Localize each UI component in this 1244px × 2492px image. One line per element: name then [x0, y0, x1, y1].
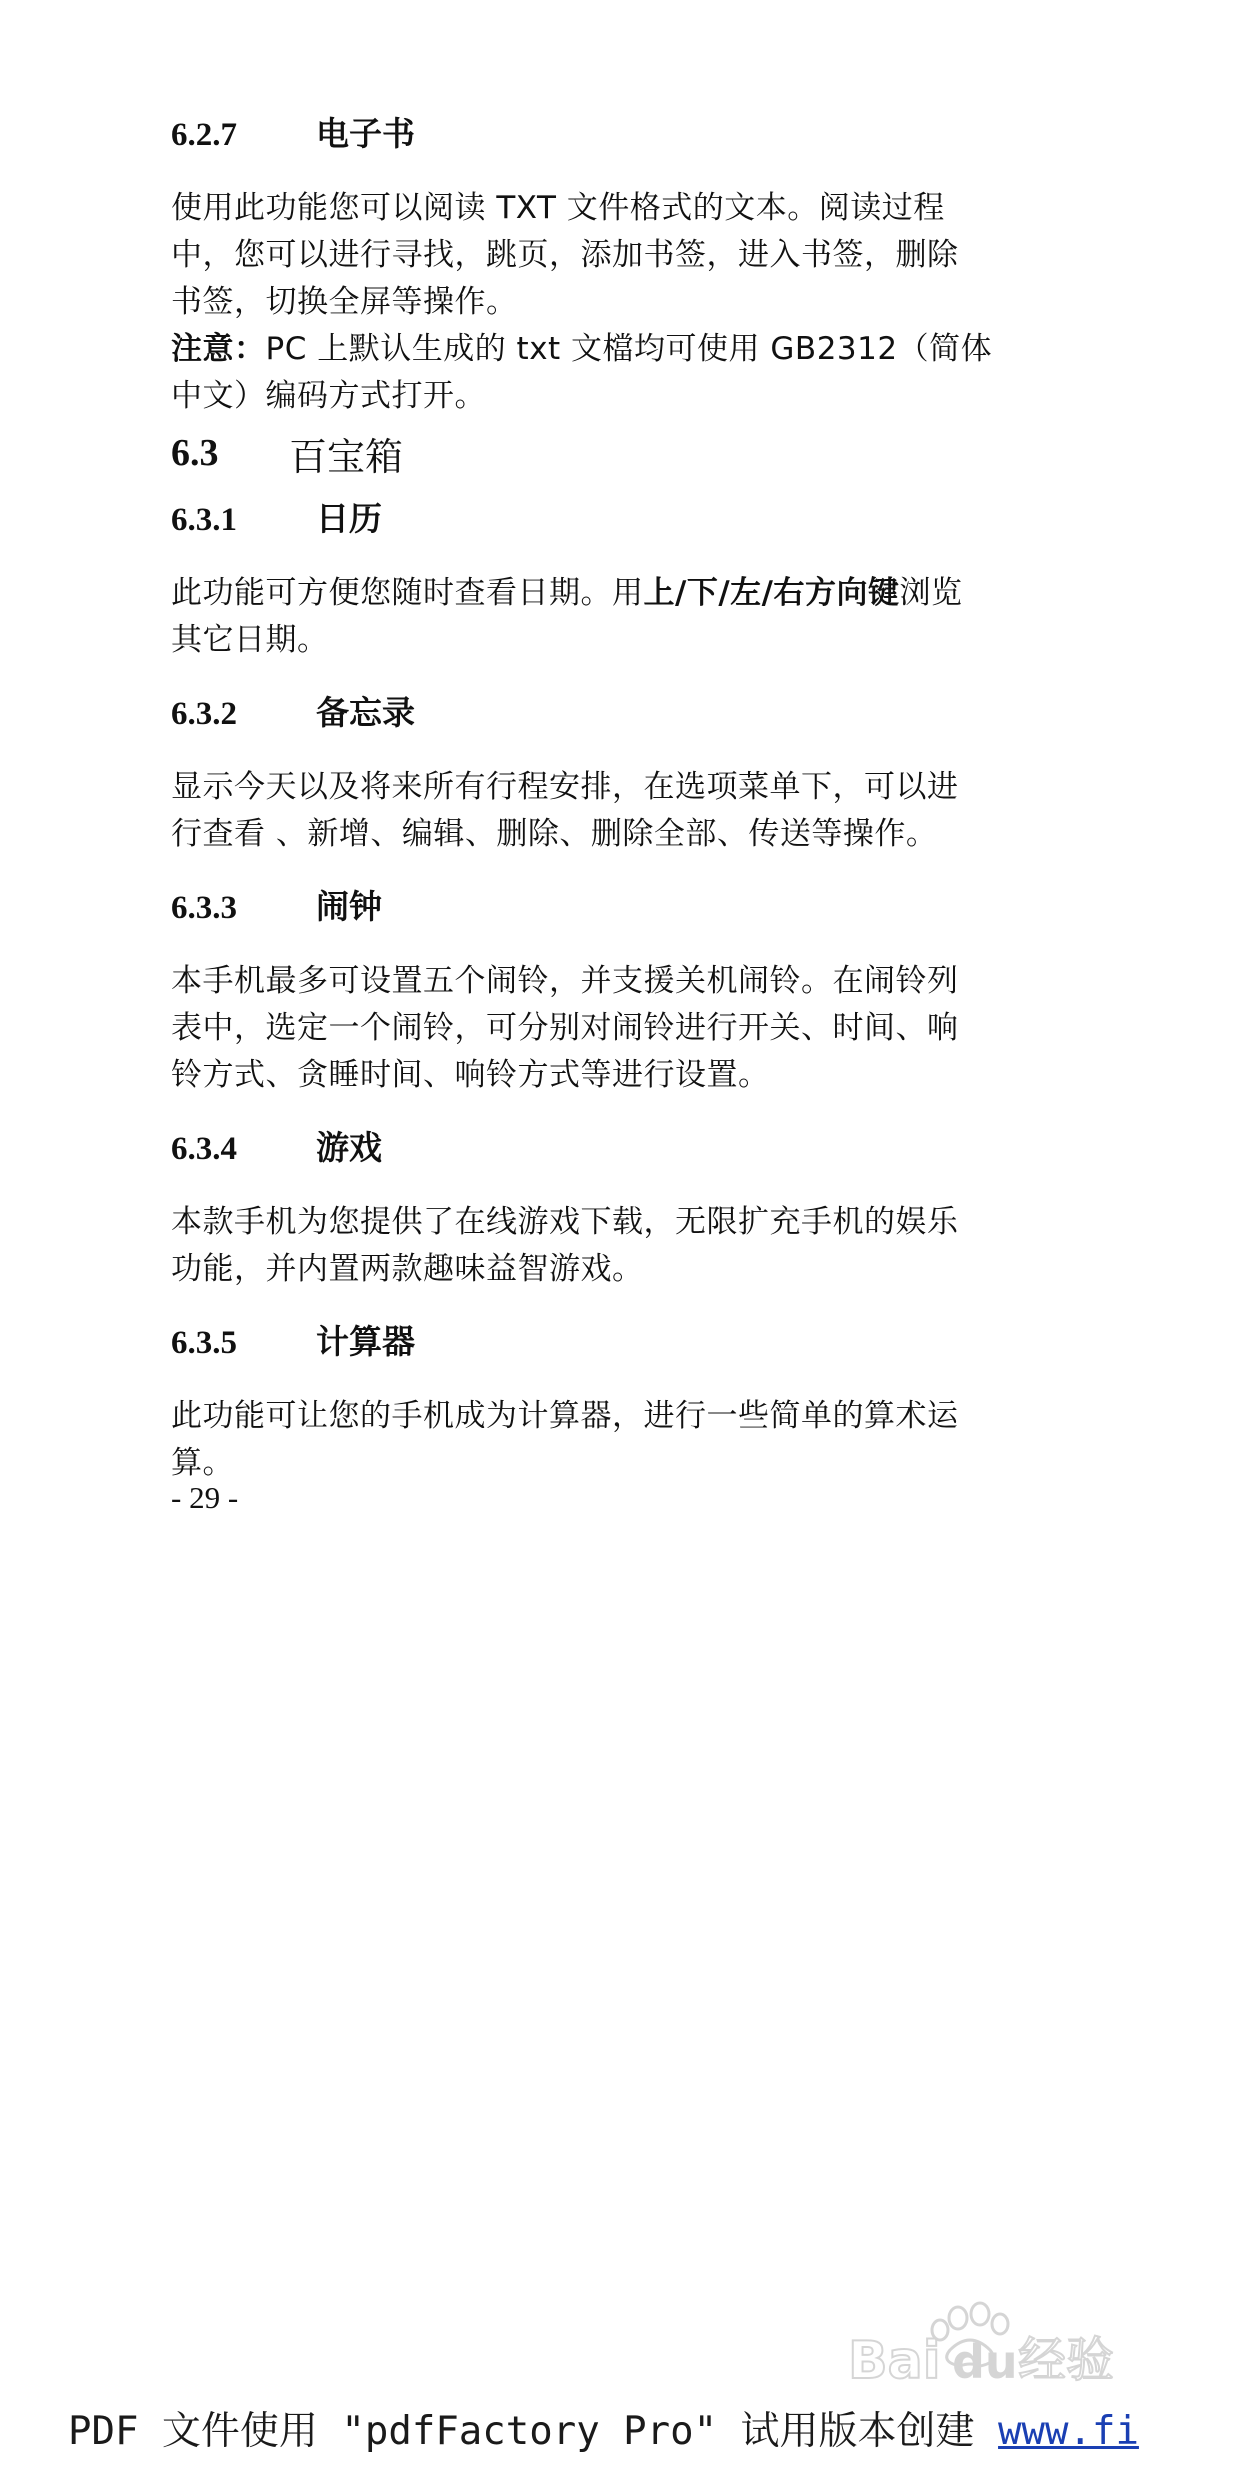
note-line: 中文）编码方式打开。 — [171, 378, 486, 414]
paragraph-line: 行查看 、新增、编辑、删除、删除全部、传送等操作。 — [171, 816, 938, 852]
paragraph-line: 其它日期。 — [171, 622, 329, 658]
paragraph-line: 铃方式、贪睡时间、响铃方式等进行设置。 — [171, 1057, 770, 1093]
note-line: PC 上默认生成的 txt 文檔均可使用 GB2312（简体 — [265, 331, 993, 367]
paragraph-line: 本手机最多可设置五个闹铃，并支援关机闹铃。在闹铃列 — [171, 963, 959, 999]
section-title: 百宝箱 — [289, 434, 404, 479]
section-heading-6-2-7 — [171, 105, 1081, 165]
section-heading-6-3-4 — [171, 1119, 1081, 1179]
paragraph-line: 书签，切换全屏等操作。 — [171, 284, 518, 320]
section-title: 电子书 — [316, 117, 415, 153]
section-heading-6-3-3 — [171, 878, 1081, 938]
section-title: 计算器 — [316, 1325, 415, 1361]
section-number: 6.3.1 — [171, 502, 237, 538]
section-number: 6.3 — [171, 432, 219, 474]
svg-text:经验: 经验 — [1018, 2332, 1115, 2388]
paragraph-text: 浏览 — [899, 575, 963, 611]
paragraph-calendar — [171, 570, 1081, 664]
paragraph-games — [171, 1199, 1081, 1293]
section-heading-6-3-2 — [171, 684, 1081, 744]
section-title: 游戏 — [316, 1131, 382, 1167]
footer-link[interactable]: www.fi — [998, 2409, 1139, 2454]
paragraph-calculator — [171, 1393, 1081, 1487]
paragraph-line: 算。 — [171, 1445, 234, 1481]
section-number: 6.2.7 — [171, 117, 237, 153]
page-content — [171, 105, 1081, 1487]
page-number: - 29 - — [171, 1480, 239, 1515]
paragraph-line: 显示今天以及将来所有行程安排，在选项菜单下，可以进 — [171, 769, 959, 805]
paragraph-line: 本款手机为您提供了在线游戏下载，无限扩充手机的娱乐 — [171, 1204, 959, 1240]
section-heading-6-3-5 — [171, 1313, 1081, 1373]
pdf-footer — [68, 2400, 1139, 2456]
section-title: 日历 — [316, 502, 382, 538]
baidu-watermark-logo — [840, 2300, 1170, 2390]
section-number: 6.3.4 — [171, 1131, 237, 1167]
svg-text:Bai: Bai — [848, 2331, 941, 2390]
section-title: 备忘录 — [316, 696, 415, 732]
paragraph-line: 使用此功能您可以阅读 TXT 文件格式的文本。阅读过程 — [171, 190, 945, 226]
paragraph-ebook — [171, 185, 1081, 420]
paragraph-line: 表中，选定一个闹铃，可分别对闹铃进行开关、时间、响 — [171, 1010, 959, 1046]
paragraph-memo — [171, 764, 1081, 858]
section-title: 闹钟 — [316, 890, 382, 926]
section-number: 6.3.3 — [171, 890, 237, 926]
paragraph-alarm — [171, 958, 1081, 1099]
section-heading-6-3-1 — [171, 490, 1081, 550]
section-number: 6.3.2 — [171, 696, 237, 732]
footer-text: PDF 文件使用 "pdfFactory Pro" 试用版本创建 — [68, 2409, 999, 2454]
paragraph-line: 功能，并内置两款趣味益智游戏。 — [171, 1251, 644, 1287]
section-number: 6.3.5 — [171, 1325, 237, 1361]
paragraph-line: 此功能可让您的手机成为计算器，进行一些简单的算术运 — [171, 1398, 959, 1434]
section-heading-6-3 — [171, 420, 1081, 486]
paragraph-text: 此功能可方便您随时查看日期。用 — [171, 575, 644, 611]
svg-text:du: du — [952, 2335, 1018, 2389]
paragraph-line: 中，您可以进行寻找，跳页，添加书签，进入书签，删除 — [171, 237, 959, 273]
direction-keys-text: 上/下/左/右方向键 — [643, 575, 900, 611]
note-label: 注意： — [171, 331, 266, 367]
